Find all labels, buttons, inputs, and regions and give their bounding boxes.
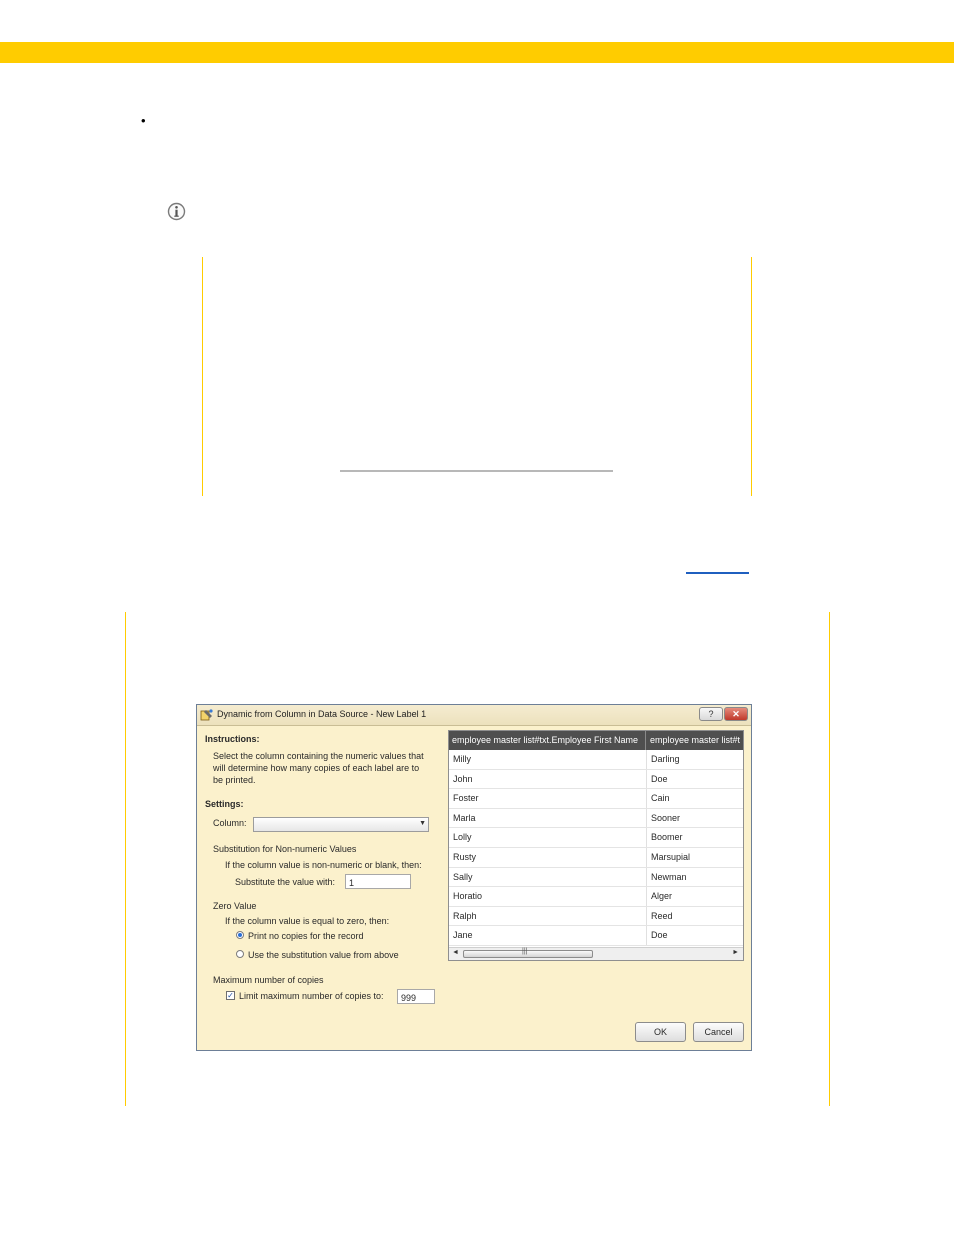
scroll-left-icon[interactable]: ◄ [452,949,459,956]
dialog-title: Dynamic from Column in Data Source - New Label 1 [217,709,427,719]
limit-max-copies-checkbox[interactable]: ✓ [227,991,234,1000]
zero-value-condition: If the column value is equal to zero, then: [225,916,390,926]
print-no-copies-radio[interactable] [236,931,244,939]
hyperlink-underline[interactable] [686,572,749,574]
grid-cell: Reed [651,910,673,921]
cancel-button[interactable]: Cancel [693,1022,744,1042]
top-accent-bar [0,42,954,63]
grid-cell: Cain [651,793,670,804]
substitute-label: Substitute the value with: [235,877,336,887]
table-row[interactable] [449,868,744,888]
grid-cell: Alger [651,891,673,902]
max-copies-heading: Maximum number of copies [213,975,324,985]
grid-cell: John [453,773,473,784]
use-substitution-label[interactable]: Use the substitution value from above [248,950,399,960]
ok-button[interactable]: OK [635,1022,686,1042]
instructions-line-1: Select the column containing the numeric values that [213,751,424,761]
dynamic-copies-dialog [196,704,752,1051]
scrollbar-thumb[interactable] [463,950,593,958]
close-button[interactable]: ✕ [724,707,748,721]
zero-value-heading: Zero Value [213,901,257,911]
table-row[interactable] [449,848,744,868]
table-row[interactable] [449,907,744,927]
table-row[interactable] [449,828,744,848]
substitute-value-input[interactable]: 1 [345,874,411,889]
instructions-heading: Instructions: [205,734,260,744]
grid-cell: Foster [453,793,479,804]
column-label: Column: [213,818,247,828]
substitution-condition: If the column value is non-numeric or blank, then: [225,860,422,870]
data-preview-grid[interactable] [448,730,744,961]
grid-cell: Marsupial [651,852,691,862]
table-row[interactable] [449,789,744,809]
grid-cell: Horatio [453,891,483,902]
max-copies-input[interactable]: 999 [397,989,435,1004]
chevron-down-icon: ▼ [419,820,426,827]
column-select[interactable] [253,817,429,832]
grid-cell: Jane [453,930,473,941]
grid-cell: Ralph [453,910,477,921]
print-no-copies-label[interactable]: Print no copies for the record [248,931,364,941]
figure-box-right-border [829,612,830,1106]
help-button[interactable]: ? [699,707,723,721]
table-row[interactable] [449,750,744,770]
grid-cell: Darling [651,754,680,764]
label-wizard-icon [200,708,214,722]
scroll-right-icon[interactable]: ► [732,949,739,956]
grid-cell: Sooner [651,812,681,823]
grip-icon: ||| [522,948,528,955]
grid-cell: Boomer [651,832,683,843]
grid-cell: Marla [453,812,476,823]
grid-column-header[interactable]: employee master list#t [650,735,741,745]
info-icon [167,202,186,221]
figure-box-left-border [125,612,126,1106]
substitution-heading: Substitution for Non-numeric Values [213,844,357,854]
use-substitution-radio[interactable] [236,950,244,958]
table-row[interactable] [449,926,744,946]
grid-cell: Milly [453,754,471,764]
grid-cell: Doe [651,930,668,941]
note-box-left-border [202,257,203,496]
settings-heading: Settings: [205,799,244,809]
table-row[interactable] [449,887,744,907]
table-row[interactable] [449,770,744,790]
limit-max-copies-label[interactable]: Limit maximum number of copies to: [239,991,384,1001]
table-row[interactable] [449,809,744,829]
instructions-line-2: will determine how many copies of each label are to [213,763,420,773]
horizontal-scrollbar[interactable] [449,947,743,961]
grid-cell: Newman [651,871,687,882]
horizontal-rule [340,470,613,472]
dialog-titlebar[interactable] [197,705,751,726]
grid-cell: Rusty [453,852,477,862]
grid-cell: Lolly [453,832,472,843]
grid-cell: Doe [651,773,668,784]
grid-cell: Sally [453,871,473,882]
instructions-line-3: be printed. [213,775,256,785]
grid-column-header[interactable]: employee master list#txt.Employee First Name [449,731,646,750]
note-box-right-border [751,257,752,496]
bullet-point: • [141,113,146,128]
grid-header [449,731,744,750]
